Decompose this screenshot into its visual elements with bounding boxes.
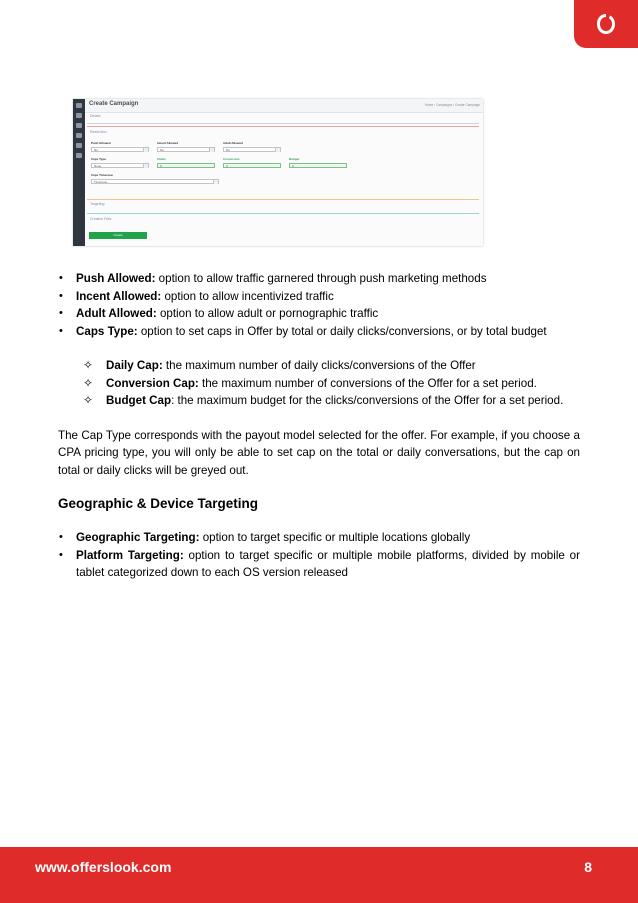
list-item xyxy=(58,323,580,341)
bullet-text: option to set caps in Offer by total or daily clicks/conversions, or by total budget xyxy=(137,324,547,338)
bullet-text: the maximum number of daily clicks/conversions of the Offer xyxy=(162,359,476,372)
list-item xyxy=(58,392,580,410)
bullet-term: Incent Allowed: xyxy=(76,289,162,303)
document-body xyxy=(58,270,580,582)
section-restriction xyxy=(87,130,479,136)
clicks-input[interactable] xyxy=(157,163,215,168)
conversion-input[interactable] xyxy=(223,163,281,168)
bullet-term: Budget Cap xyxy=(106,394,172,407)
section-restriction-label: Restriction xyxy=(90,130,107,134)
create-button-label: Create xyxy=(113,233,123,237)
chevron-down-icon xyxy=(209,148,214,152)
divider xyxy=(87,123,479,124)
list-item xyxy=(58,547,580,582)
report-icon xyxy=(76,133,82,138)
home-icon xyxy=(76,103,82,108)
incent-allowed-select[interactable] xyxy=(157,147,215,152)
caps-timezone-value: Timezone... xyxy=(94,180,110,184)
conversion-value: 0 xyxy=(226,164,228,168)
chevron-down-icon xyxy=(213,180,218,184)
bullet-text: option to allow adult or pornographic traffic xyxy=(156,307,379,320)
list-item xyxy=(58,305,580,323)
create-campaign-screenshot xyxy=(73,99,483,246)
bullet-text: option to allow incentivized traffic xyxy=(161,289,334,303)
push-allowed-label: Push Allowed xyxy=(91,141,111,145)
user-icon xyxy=(76,143,82,148)
push-allowed-select[interactable] xyxy=(91,147,149,152)
caps-timezone-select[interactable] xyxy=(91,179,219,184)
incent-allowed-label: Incent Allowed xyxy=(157,141,179,145)
bullet-text: the maximum number of conversions of the Offer for a set period. xyxy=(198,376,537,390)
bullet-text: option to allow traffic garnered through push marketing methods xyxy=(155,272,487,285)
section-details-label: Details xyxy=(90,114,101,118)
restriction-divider xyxy=(87,126,479,127)
bullet-term: Conversion Cap: xyxy=(106,376,199,390)
section-creative-files-label: Creative Files xyxy=(90,217,112,221)
budget-input[interactable] xyxy=(289,163,347,168)
clicks-value: 0 xyxy=(160,164,162,168)
chevron-down-icon xyxy=(275,148,280,152)
targeting-divider xyxy=(87,199,479,200)
restriction-bullets xyxy=(58,270,580,340)
list-item xyxy=(58,270,580,288)
push-allowed-value: No xyxy=(94,148,98,152)
section-creative-files xyxy=(87,217,479,223)
incent-allowed-value: No xyxy=(160,148,164,152)
figure-header xyxy=(85,99,483,113)
campaign-icon xyxy=(76,123,82,128)
bullet-term: Platform Targeting: xyxy=(76,548,184,562)
sparkle-icon: ✧ xyxy=(83,358,94,372)
sparkle-icon: ✧ xyxy=(83,393,94,407)
chevron-down-icon xyxy=(143,164,148,168)
sparkle-icon: ✧ xyxy=(83,375,94,390)
section-targeting xyxy=(87,202,479,208)
cap-type-paragraph: The Cap Type corresponds with the payout model selected for the offer. For example, if you choose a CPA pricing type, you will only be able to set cap on the total or daily conversations, but the cap on total or daily clicks will be greyed out. xyxy=(58,428,580,477)
offerslook-logo-icon xyxy=(596,12,616,36)
budget-label: Budget xyxy=(289,157,300,161)
bullet-term: Caps Type: xyxy=(76,324,138,338)
bullet-term: Push Allowed: xyxy=(76,272,156,285)
figure-breadcrumb: Home › Campaigns › Create Campaign xyxy=(424,103,480,107)
bullet-text: option to target specific or multiple mobile platforms, divided by mobile or tablet categorized down to each OS version released xyxy=(76,548,580,579)
figure-body xyxy=(85,113,483,246)
conversion-label: Conversion xyxy=(223,157,240,161)
list-item xyxy=(58,357,580,375)
list-item xyxy=(58,288,580,306)
menu-icon xyxy=(76,113,82,118)
list-item xyxy=(58,375,580,393)
bullet-term: Geographic Targeting: xyxy=(76,531,200,544)
footer-website-link[interactable]: www.offerslook.com xyxy=(35,859,172,875)
page-footer xyxy=(0,847,638,903)
caps-sub-bullets xyxy=(58,357,580,410)
section-targeting-label: Targeting xyxy=(90,202,105,206)
figure-title: Create Campaign xyxy=(89,101,139,107)
list-item xyxy=(58,529,580,547)
adult-allowed-value: No xyxy=(226,148,230,152)
adult-allowed-label: Adult Allowed xyxy=(223,141,243,145)
caps-timezone-label: Caps Timezone xyxy=(91,173,113,177)
caps-type-select[interactable] xyxy=(91,163,149,168)
caps-type-label: Caps Type xyxy=(91,157,106,161)
adult-allowed-select[interactable] xyxy=(223,147,281,152)
bullet-term: Daily Cap: xyxy=(106,359,163,372)
bullet-text: : the maximum budget for the clicks/conversions of the Offer for a set period. xyxy=(171,394,564,407)
section-details xyxy=(87,114,479,120)
bullet-term: Adult Allowed: xyxy=(76,307,157,320)
section-heading: Geographic & Device Targeting xyxy=(58,496,259,511)
figure-sidebar xyxy=(73,99,85,246)
targeting-bullets xyxy=(58,529,580,582)
create-button[interactable] xyxy=(89,232,147,239)
caps-type-value: None xyxy=(94,164,102,168)
brand-logo-badge xyxy=(574,0,638,48)
bullet-text: option to target specific or multiple locations globally xyxy=(199,531,471,544)
clicks-label: Clicks xyxy=(157,157,166,161)
chevron-down-icon xyxy=(143,148,148,152)
budget-value: 0 xyxy=(292,164,294,168)
settings-icon xyxy=(76,153,82,158)
page-number: 8 xyxy=(584,859,592,875)
creative-divider xyxy=(87,213,479,214)
